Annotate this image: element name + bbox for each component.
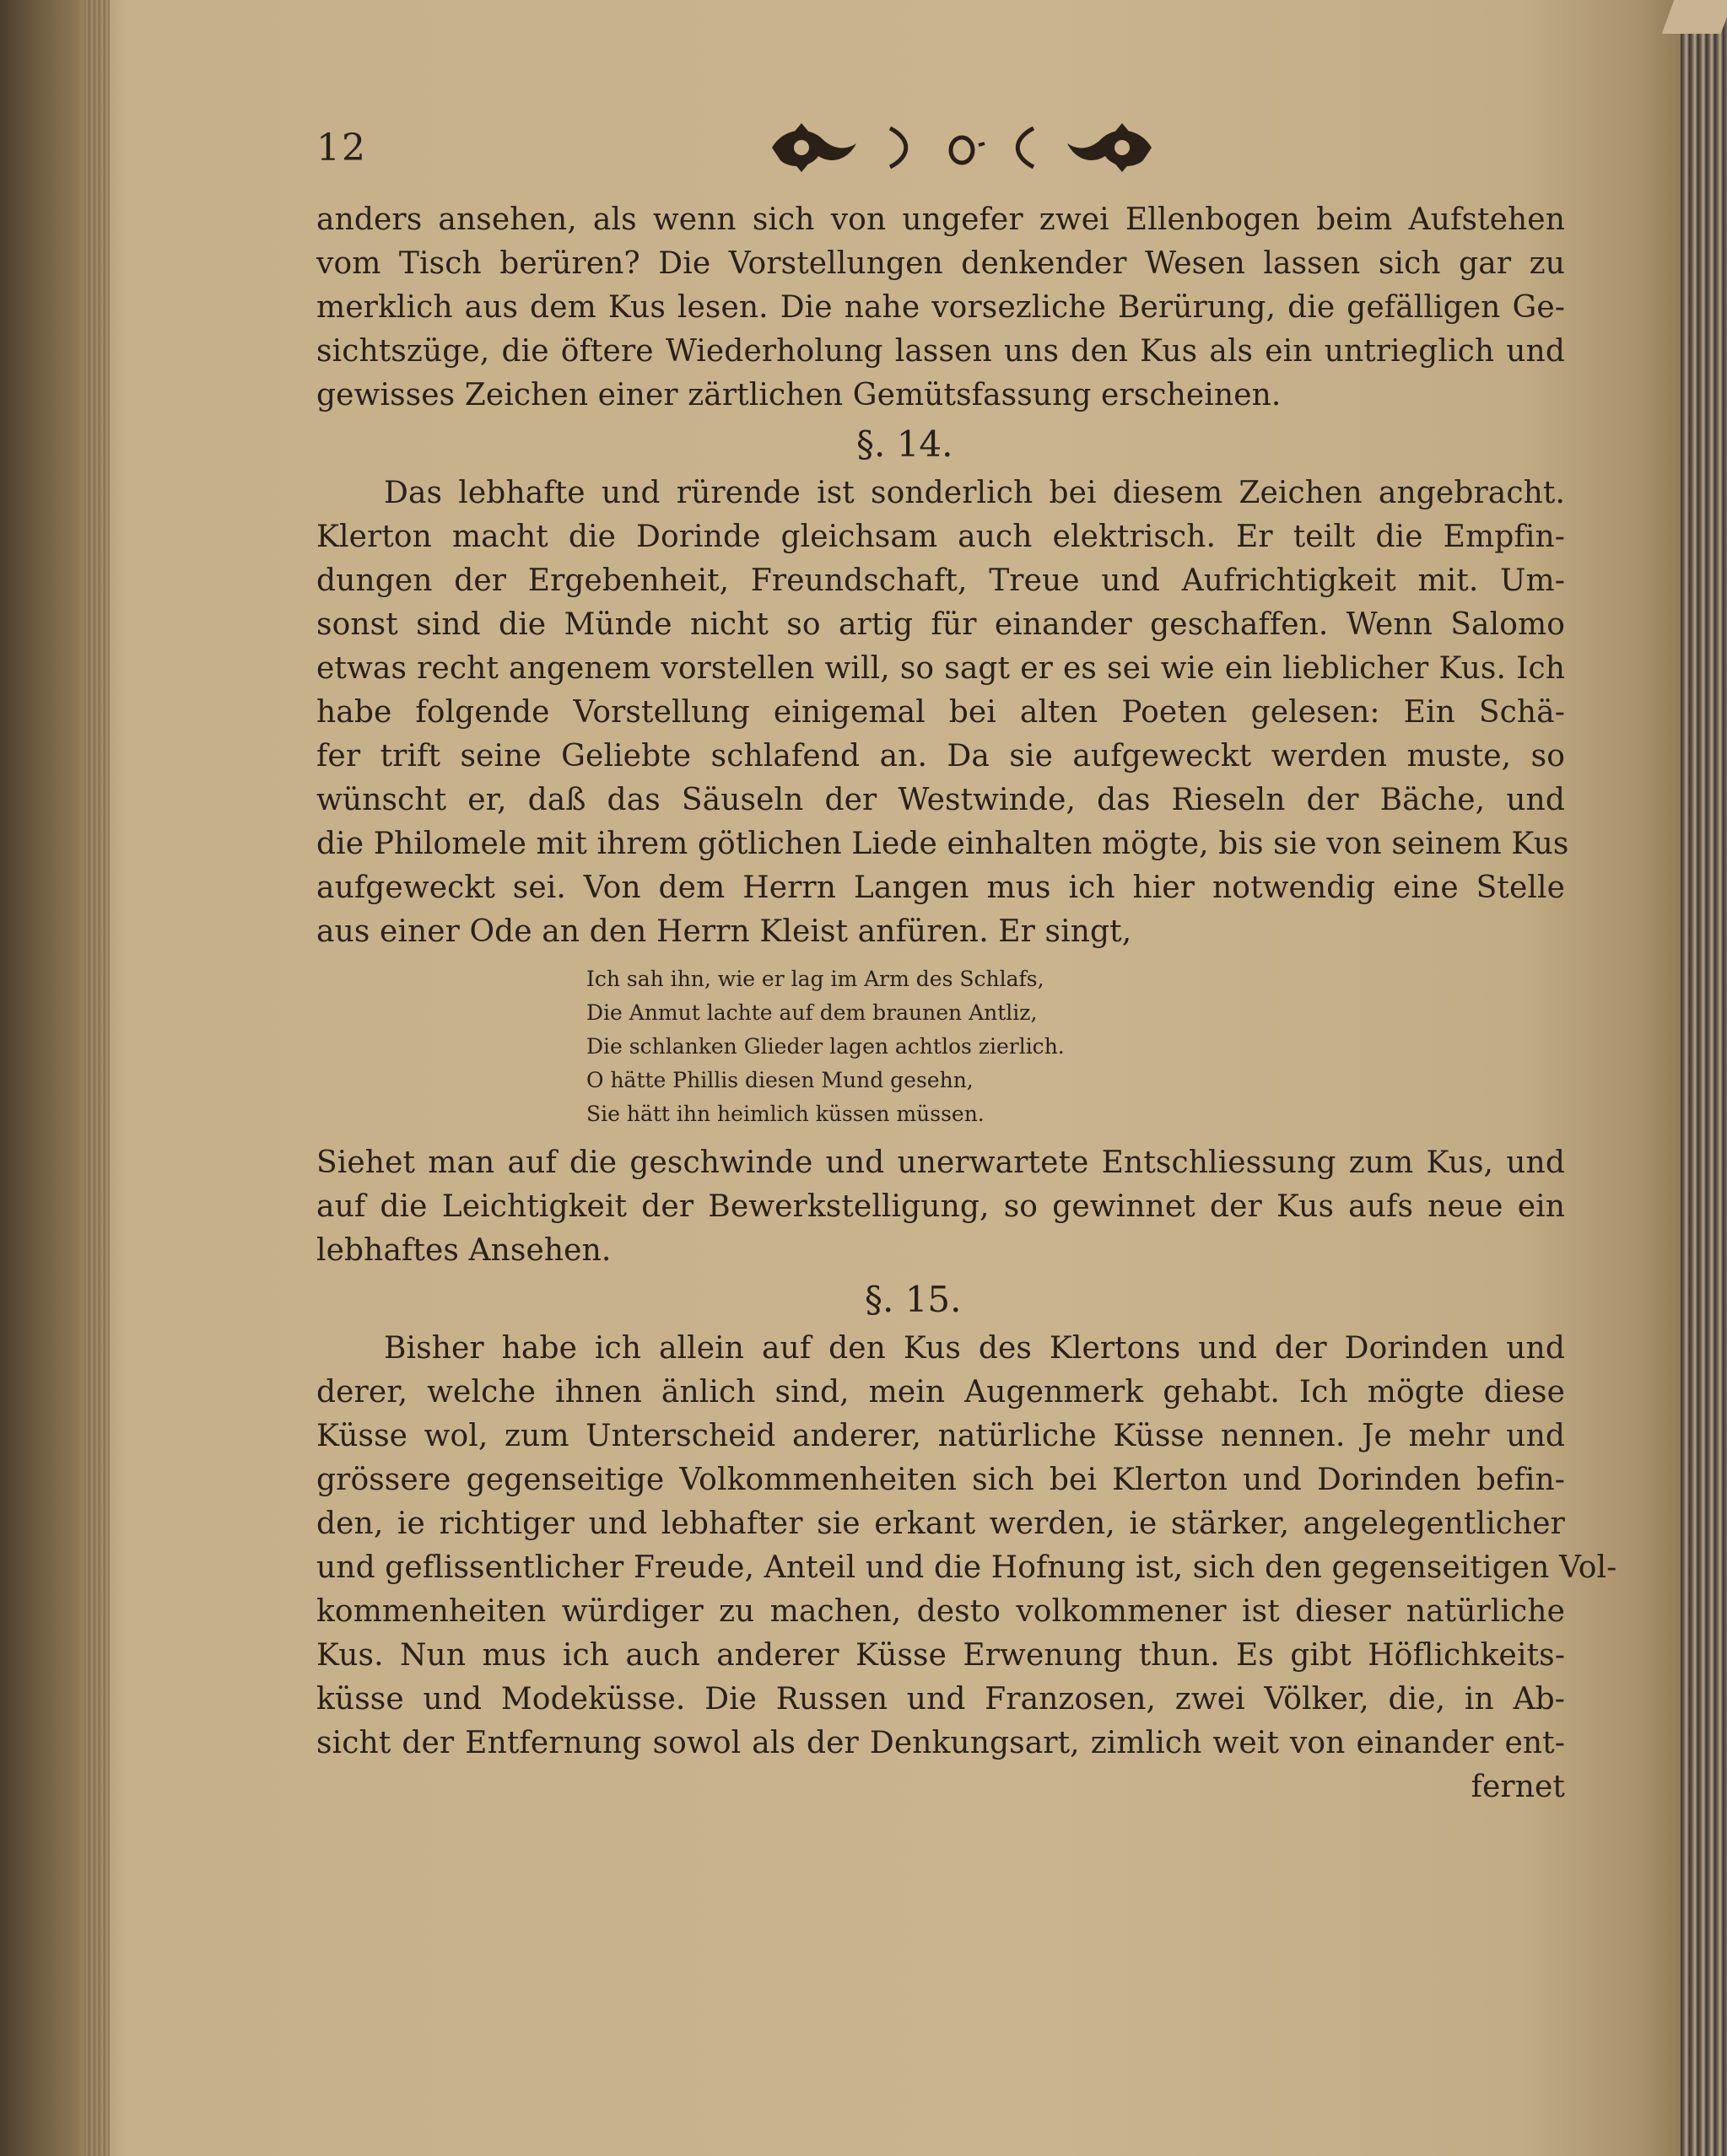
- page-number: 12: [316, 127, 367, 170]
- text-line: grössere gegenseitige Volkommenheiten sich bei Klerton und Dorinden befin-: [316, 1463, 1565, 1497]
- text-line: auf die Leichtigkeit der Bewerkstelligung, so gewinnet der Kus aufs neue ein: [316, 1189, 1565, 1224]
- text-line: gewisses Zeichen einer zärtlichen Gemütsfassung erscheinen.: [316, 378, 1282, 412]
- verse-line: Die Anmut lachte auf dem braunen Antliz,: [586, 1000, 1038, 1025]
- text-line: küsse und Modeküsse. Die Russen und Franzosen, zwei Völker, die, in Ab-: [316, 1682, 1565, 1717]
- text-line: sonst sind die Münde nicht so artig für einander geschaffen. Wenn Salomo: [316, 607, 1565, 642]
- text-line: dungen der Ergebenheit, Freundschaft, Treue und Aufrichtigkeit mit. Um-: [316, 563, 1565, 598]
- section-15-body: [316, 1327, 1617, 1809]
- text-line: fer trift seine Geliebte schlafend an. Da sie aufgeweckt werden muste, so: [316, 739, 1565, 773]
- text-line: aufgeweckt sei. Von dem Herrn Langen mus ich hier notwendig eine Stelle: [316, 870, 1565, 905]
- book-edge-leaves: [1681, 0, 1727, 2156]
- paragraph-continuation: [316, 198, 1565, 418]
- text-line: Siehet man auf die geschwinde und unerwartete Entschliessung zum Kus, und: [316, 1145, 1565, 1180]
- text-line: sicht der Entfernung sowol als der Denkungsart, zimlich weit von einander ent-: [316, 1726, 1565, 1760]
- text-line: wünscht er, daß das Säuseln der Westwinde, das Rieseln der Bäche, und: [316, 783, 1565, 817]
- text-line: lebhaftes Ansehen.: [316, 1233, 612, 1268]
- section-heading-14: §. 14.: [856, 423, 953, 465]
- text-line: habe folgende Vorstellung einigemal bei alten Poeten gelesen: Ein Schä-: [316, 695, 1565, 730]
- text-line: Das lebhafte und rürende ist sonderlich bei diesem Zeichen angebracht.: [384, 476, 1565, 510]
- text-line: vom Tisch berüren? Die Vorstellungen denkender Wesen lassen sich gar zu: [316, 246, 1565, 281]
- page-gutter-edge: [84, 0, 110, 2156]
- section-14-body: [316, 472, 1569, 1273]
- catchword: fernet: [1471, 1770, 1565, 1804]
- ornament-icon: [764, 118, 1160, 177]
- text-line: die Philomele mit ihrem götlichen Liede einhalten mögte, bis sie von seinem Kus: [316, 827, 1569, 861]
- text-line: den, ie richtiger und lebhafter sie erkant werden, ie stärker, angelegentlicher: [316, 1507, 1565, 1541]
- verse-quotation: [316, 962, 1565, 1131]
- text-line: sichtszüge, die öftere Wiederholung lassen uns den Kus als ein untrieglich und: [316, 334, 1565, 369]
- section-heading-15: §. 15.: [865, 1279, 962, 1320]
- text-line: Bisher habe ich allein auf den Kus des Klertons und der Dorinden und: [384, 1331, 1565, 1366]
- text-line: etwas recht angenem vorstellen will, so sagt er es sei wie ein lieblicher Kus. Ich: [316, 651, 1565, 686]
- text-line: kommenheiten würdiger zu machen, desto volkommener ist dieser natürliche: [316, 1594, 1565, 1629]
- text-line: Küsse wol, zum Unterscheid anderer, natürliche Küsse nennen. Je mehr und: [316, 1419, 1565, 1453]
- verse-line: Ich sah ihn, wie er lag im Arm des Schlafs,: [586, 967, 1044, 991]
- text-line: derer, welche ihnen änlich sind, mein Augenmerk gehabt. Ich mögte diese: [316, 1375, 1565, 1409]
- text-line: Klerton macht die Dorinde gleichsam auch elektrisch. Er teilt die Empfin-: [316, 520, 1565, 554]
- text-line: aus einer Ode an den Herrn Kleist anfüren. Er singt,: [316, 914, 1132, 949]
- body-text: [316, 198, 1617, 1809]
- verse-line: Die schlanken Glieder lagen achtlos zierlich.: [586, 1034, 1065, 1059]
- text-line: und geflissentlicher Freude, Anteil und die Hofnung ist, sich den gegenseitigen Vol-: [316, 1550, 1617, 1585]
- text-line: merklich aus dem Kus lesen. Die nahe vorsezliche Berürung, die gefälligen Ge-: [316, 290, 1565, 325]
- text-line: Kus. Nun mus ich auch anderer Küsse Erwenung thun. Es gibt Höflichkeits-: [316, 1638, 1565, 1673]
- verse-line: O hätte Phillis diesen Mund gesehn,: [586, 1068, 974, 1092]
- text-line: anders ansehen, als wenn sich von ungefer zwei Ellenbogen beim Aufstehen: [316, 202, 1565, 237]
- book-corner-tab: [1662, 0, 1727, 34]
- verse-line: Sie hätt ihn heimlich küssen müssen.: [586, 1102, 985, 1126]
